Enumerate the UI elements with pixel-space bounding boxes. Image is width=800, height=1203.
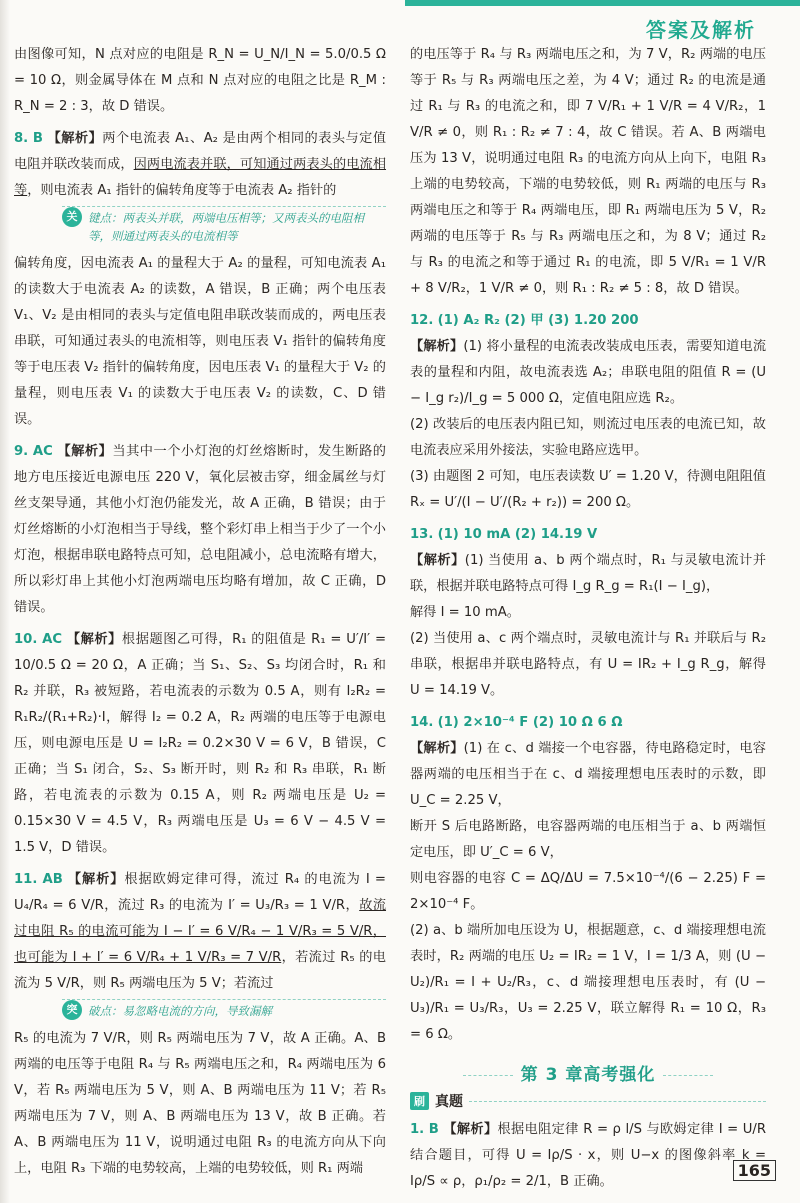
real-exam-answer-1-text: 根据电阻定律 R = ρ l/S 与欧姆定律 I = U/R 结合题目，可得 U = Iρ/S · x，则 U−x 的图像斜率 k = Iρ/S ∝ ρ，ρ₁/ρ₂ = 2/1，B 正确。: [410, 1122, 766, 1189]
answer-14-answers: (1) 2×10⁻⁴ F (2) 10 Ω 6 Ω: [437, 715, 623, 730]
answer-9: [14, 439, 386, 621]
breakthrough-badge: 突: [62, 1000, 82, 1020]
answer-10-tag: 【解析】: [66, 632, 122, 647]
answer-8-text1: 两个电流表 A₁、A₂ 是由两个相同的表头与定值电阻并联改装而成，: [14, 131, 387, 172]
answer-14: [410, 710, 766, 1048]
answer-8-keypoint-note: [62, 206, 386, 247]
real-exam-label: [410, 1091, 766, 1111]
page-edge-shadow: [0, 0, 10, 1203]
answer-8-tag: 【解析】: [47, 131, 103, 146]
answer-10: [14, 627, 386, 861]
header-bar: [405, 0, 800, 6]
answer-8-choice: B: [32, 131, 43, 146]
answer-12-answers: (1) A₂ R₂ (2) 甲 (3) 1.20 200: [437, 313, 639, 328]
real-exam-answer-1-tag: 【解析】: [443, 1122, 498, 1137]
answer-8-text2: 偏转角度，因电流表 A₁ 的量程大于 A₂ 的量程，可知电流表 A₁ 的读数大于电流表 A₂ 的读数，A 错误，B 正确；两个电压表 V₁、V₂ 是由相同的表头与定值电阻串联改装而成的，两电压表串联，可知通过表头的电流相等，则电压表 V₁ 指针的偏转角度等于电压表 V₂ 指针的偏转角度，因电压表 V₁ 的量程大于 V₂ 的量程，则电压表 V₁ 的读数大于电压表 V₂ 的读数，C、D 错误。: [14, 256, 386, 427]
answer-12: [410, 308, 766, 516]
answer-8-body: [14, 126, 386, 204]
page-number: 165: [733, 1160, 776, 1181]
answer-13: [410, 522, 766, 704]
answer-10-text: 根据题图乙可得，R₁ 的阻值是 R₁ = U′/I′ = 10/0.5 Ω = 20 Ω，A 正确；当 S₁、S₂、S₃ 均闭合时，R₁ 和 R₂ 并联，R₃ 被短路，若电流表的示数为 0.5 A，则有 I₂R₂ = R₁R₂/(R₁+R₂)·I，解得 I₂ = 0.2 A，R₂ 两端的电压等于电源电压，则电源电压是 U = I₂R₂ = 0.2×30 V = 6 V，B 错误，C 正确；当 S₁ 闭合，S₂、S₃ 断开时，则 R₂ 和 R₃ 串联，R₁ 断路，若电流表的示数为 0.15 A，则 R₂ 两端电压是 U₂ = 0.15×30 V = 4.5 V，R₃ 两端电压是 U₃ = 6 V − 4.5 V = 1.5 V，D 错误。: [14, 632, 386, 855]
answer-11-body: [14, 867, 386, 997]
answer-14-p1: [410, 736, 766, 814]
answer-13-number: 13.: [410, 527, 434, 542]
answer-8-note-text: 键点：两表头并联，两端电压相等；又两表头的电阻相等，则通过两表头的电流相等: [88, 211, 364, 243]
answer-13-p2: (2) 当使用 a、c 两个端点时，灵敏电流计与 R₁ 并联后与 R₂ 串联，根据串并联电路特点，有 U = IR₂ + I_g R_g，解得 U = 14.19 V。: [410, 631, 766, 698]
answer-8: [14, 126, 386, 433]
answer-13-p1b: 解得 I = 10 mA。: [410, 605, 520, 620]
real-exam-badge: 刷: [410, 1092, 429, 1110]
answer-11-number: 11.: [14, 872, 38, 887]
answer-12-p1-text: (1) 将小量程的电流表改装成电压表，需要知道电流表的量程和内阻，故电流表选 A₂；串联电阻的阻值 R = (U − I_g r₂)/I_g = 5 000 Ω，定值电阻应选 R₂。: [410, 339, 767, 406]
keypoint-badge: 关: [62, 207, 82, 227]
answer-11-breakthrough-note: [62, 999, 386, 1022]
answer-12-p2: (2) 改装后的电压表内阻已知，则流过电压表的电流已知，故电流表应采用外接法，实验电路应选甲。: [410, 417, 766, 458]
answer-14-tag: 【解析】: [410, 741, 464, 756]
answer-11-choice: AB: [42, 872, 63, 887]
answer-11-text1b: ，若流过 R₅ 的电流为 5 V/R，则 R₅ 两端电压为 5 V；若流过: [14, 950, 386, 991]
answer-9-tag: 【解析】: [57, 444, 113, 459]
answer-12-p3: (3) 由题图 2 可知，电压表读数 U′ = 1.20 V，待测电阻阻值 Rₓ = U′/(I − U′/(R₂ + r₂)) = 200 Ω。: [410, 469, 766, 510]
answer-13-p1-text: (1) 当使用 a、b 两个端点时，R₁ 与灵敏电流计并联，根据并联电路特点可得 I_g R_g = R₁(I − I_g)，: [410, 553, 767, 594]
answer-12-p1: [410, 334, 766, 412]
answer-11-continuation: 的电压等于 R₄ 与 R₃ 两端电压之和，为 7 V，R₂ 两端的电压等于 R₅ 与 R₃ 两端电压之差，为 4 V；通过 R₂ 的电流是通过 R₁ 与 R₃ 的电流之和，即 7 V/R₁ + 1 V/R = 4 V/R₂，1 V/R ≠ 0，则 R₁ : R₂ ≠ 7 : 4，故 C 错误。若 A、B 两端电压为 13 V，说明通过电阻 R₃ 的电流方向从上向下，电阻 R₃ 上端的电势较高，下端的电势较低，则 R₁ 两端的电压与 R₃ 两端电压之和等于 R₄ 两端电压，即 R₁ 两端电压为 5 V，R₂ 两端的电压等于 R₅ 与 R₃ 两端电压之和，为 8 V；通过 R₂ 与 R₃ 的电流之和等于通过 R₁ 的电流，即 5 V/R₁ = 1 V/R + 8 V/R₂，1 V/R ≠ 0，则 R₁ : R₂ ≠ 5 : 8，故 D 错误。: [410, 47, 766, 296]
real-exam-answer-1: [410, 1117, 766, 1195]
answer-11: [14, 867, 386, 1182]
answer-12-header: [410, 308, 766, 334]
intro-paragraph: 由图像可知，N 点对应的电阻是 R_N = U_N/I_N = 5.0/0.5 Ω = 10 Ω，则金属导体在 M 点和 N 点对应的电阻之比是 R_M : R_N = 2 : 3，故 D 错误。: [14, 47, 386, 114]
answer-8-number: 8.: [14, 131, 29, 146]
answer-9-body: [14, 439, 386, 621]
answer-10-number: 10.: [14, 632, 38, 647]
answer-10-choice: AC: [42, 632, 63, 647]
real-exam-answer-1-body: [410, 1117, 766, 1195]
answer-14-p1-text: (1) 在 c、d 端接一个电容器，待电路稳定时，电容器两端的电压相当于在 c、d 端接理想电压表时的示数，即 U_C = 2.25 V，: [410, 741, 766, 808]
left-column: [14, 42, 386, 1182]
answer-14-p2: 断开 S 后电路断路，电容器两端的电压相当于 a、b 两端恒定电压，即 U′_C = 6 V，: [410, 819, 766, 860]
page-title: 答案及解析: [646, 18, 756, 42]
answer-11-text1: 根据欧姆定律可得，流过 R₄ 的电流为 I = U₄/R₄ = 6 V/R，流过 R₃ 的电流为 I′ = U₃/R₃ = 1 V/R，: [14, 872, 386, 913]
answer-8-underlined: 因两电流表并联，可知通过两表头的电流相等: [14, 157, 387, 198]
answer-9-number: 9.: [14, 444, 29, 459]
answer-14-p4: (2) a、b 端所加电压设为 U，根据题意，c、d 端接理想电流表时，R₂ 两端的电压 U₂ = IR₂ = 1 V，I = 1/3 A，则 (U − U₂)/R₁ = I + U₂/R₃，c、d 端接理想电压表时，有 (U − U₃)/R₁ = U₃/R₃，U₃ = 2.25 V，联立解得 R₁ = 10 Ω，R₃ = 6 Ω。: [410, 923, 766, 1042]
chapter-section-title: 第 3 章高考强化: [410, 1060, 766, 1085]
answer-13-answers: (1) 10 mA (2) 14.19 V: [437, 527, 598, 542]
answer-14-number: 14.: [410, 715, 434, 730]
answer-13-header: [410, 522, 766, 548]
answer-11-text2: R₅ 的电流为 7 V/R，则 R₅ 两端电压为 7 V，故 A 正确。A、B 两端的电压等于电阻 R₄ 与 R₅ 两端电压之和，R₄ 两端电压为 6 V，若 R₅ 两端电压为 5 V，则 A、B 两端电压为 11 V；若 R₅ 两端电压为 7 V，则 A、B 两端电压为 13 V，故 B 正确。若 A、B 两端电压为 11 V，说明通过电阻 R₃ 的电流方向从下向上，电阻 R₃ 下端的电势较高，上端的电势较低，则 R₁ 两端: [14, 1031, 386, 1176]
answer-8-text1b: ，则电流表 A₁ 指针的偏转角度等于电流表 A₂ 指针的: [27, 183, 337, 198]
real-exam-divider: [469, 1101, 766, 1102]
answer-13-tag: 【解析】: [410, 553, 465, 568]
answer-11-note-text: 破点：易忽略电流的方向，导致漏解: [88, 1004, 272, 1018]
real-exam-answer-1-choice: B: [428, 1122, 439, 1137]
answer-10-body: [14, 627, 386, 861]
answer-9-choice: AC: [32, 444, 53, 459]
answer-11-underlined: 故流过电阻 R₅ 的电流可能为 I − I′ = 6 V/R₄ − 1 V/R₃ = 5 V/R，也可能为 I + I′ = 6 V/R₄ + 1 V/R₃ = 7 V/R: [14, 898, 387, 965]
answer-13-p1: [410, 548, 766, 600]
real-exam-text: 真题: [435, 1094, 463, 1110]
answer-14-header: [410, 710, 766, 736]
answer-14-p3: 则电容器的电容 C = ΔQ/ΔU = 7.5×10⁻⁴/(6 − 2.25) F = 2×10⁻⁴ F。: [410, 871, 766, 912]
answer-12-tag: 【解析】: [410, 339, 464, 354]
answer-11-tag: 【解析】: [67, 872, 125, 887]
right-column: [410, 42, 766, 1195]
real-exam-answer-1-number: 1.: [410, 1122, 425, 1137]
answer-12-number: 12.: [410, 313, 434, 328]
answer-9-text: 当其中一个小灯泡的灯丝熔断时，发生断路的地方电压接近电源电压 220 V，氧化层被击穿，细金属丝与灯丝支架导通，其他小灯泡仍能发光，故 A 正确，B 错误；由于灯丝熔断的小灯泡相当于导线，整个彩灯串上相当于少了一个小灯泡，根据串联电路特点可知，总电阻减小，总电流略有增大，所以彩灯串上其他小灯泡两端电压均略有增加，故 C 正确，D 错误。: [14, 444, 386, 615]
